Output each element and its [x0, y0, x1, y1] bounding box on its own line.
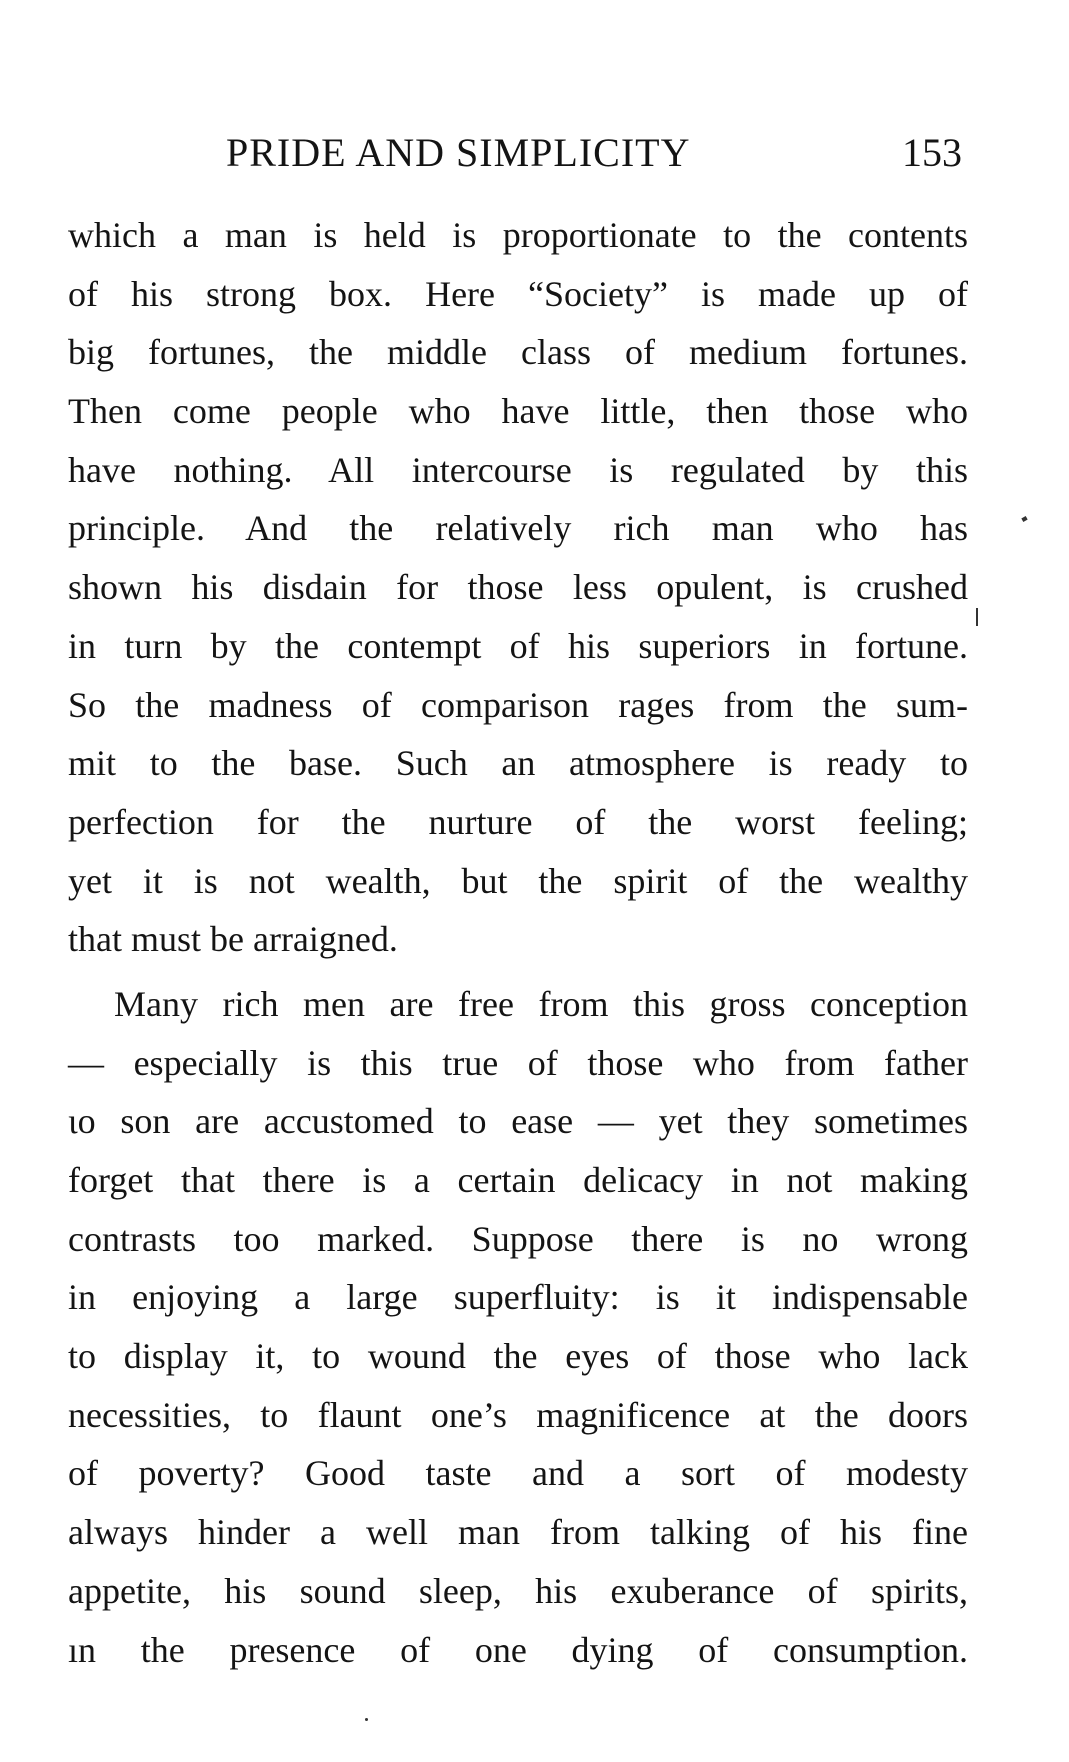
- running-title: PRIDE AND SIMPLICITY: [226, 130, 691, 175]
- text-line: ın the presence of one dying of consumption.: [68, 1629, 968, 1670]
- paragraph-1: [68, 206, 968, 969]
- text-line: have nothing. All intercourse is regulated by this: [68, 449, 968, 490]
- running-head: [226, 128, 966, 178]
- text-line: appetite, his sound sleep, his exuberance of spirits,: [68, 1570, 968, 1611]
- print-speck: [976, 608, 978, 626]
- text-line: big fortunes, the middle class of medium fortunes.: [68, 332, 968, 373]
- paragraph-2: [68, 975, 968, 1679]
- print-speck: [1021, 516, 1027, 522]
- text-line: ιo son are accustomed to ease — yet they sometimes: [68, 1101, 968, 1142]
- body-text: [68, 206, 968, 1679]
- text-line: in enjoying a large superfluity: is it indispensable: [68, 1277, 968, 1318]
- text-line: shown his disdain for those less opulent, is crushed: [68, 567, 968, 608]
- text-line: perfection for the nurture of the worst feeling;: [68, 801, 968, 842]
- text-line: yet it is not wealth, but the spirit of the wealthy: [68, 860, 968, 901]
- text-line: — especially is this true of those who from father: [68, 1042, 968, 1083]
- text-line: of his strong box. Here “Society” is made up of: [68, 273, 968, 314]
- text-line: in turn by the contempt of his superiors in fortune.: [68, 625, 968, 666]
- text-line: mit to the base. Such an atmosphere is ready to: [68, 743, 968, 784]
- text-line: Then come people who have little, then those who: [68, 391, 968, 432]
- text-line: to display it, to wound the eyes of those who lack: [68, 1336, 968, 1377]
- text-line: which a man is held is proportionate to the contents: [68, 215, 968, 255]
- text-line: So the madness of comparison rages from the sum-: [68, 684, 968, 725]
- text-line: always hinder a well man from talking of his fine: [68, 1512, 968, 1553]
- text-line: of poverty? Good taste and a sort of modesty: [68, 1453, 968, 1494]
- print-speck: [365, 1718, 368, 1721]
- page-number: 153: [902, 130, 962, 175]
- text-line: that must be arraigned.: [68, 919, 398, 960]
- text-line: necessities, to flaunt one’s magnificence at the doors: [68, 1394, 968, 1435]
- text-line: principle. And the relatively rich man who has: [68, 508, 968, 549]
- text-line: contrasts too marked. Suppose there is no wrong: [68, 1218, 968, 1259]
- text-line: Many rich men are free from this gross conception: [114, 983, 968, 1024]
- text-line: forget that there is a certain delicacy in not making: [68, 1160, 968, 1200]
